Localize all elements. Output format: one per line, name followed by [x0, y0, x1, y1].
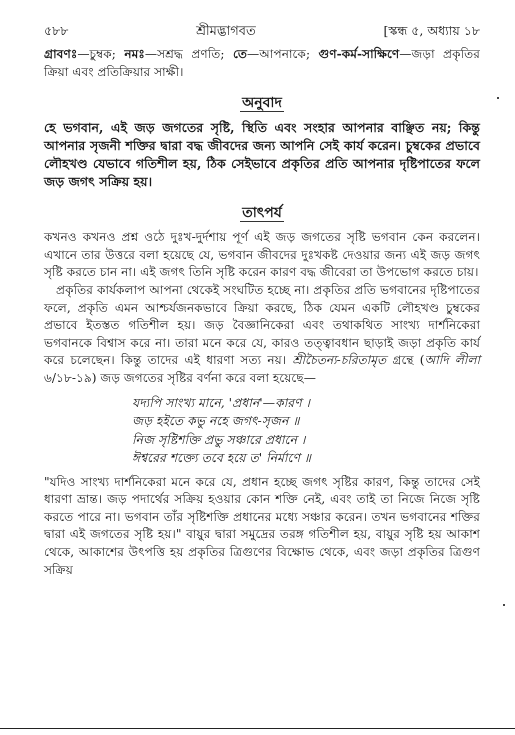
- scripture-title: শ্রীচৈতন্য-চরিতামৃত: [292, 353, 387, 368]
- purport-paragraph-3: "যদিও সাংখ্য দার্শনিকেরা মনে করে যে, প্রধান হচ্ছে জগৎ সৃষ্টির কারণ, কিন্তু তাদের সেই ধারণা ভ্রান্ত। জড় পদার্থের সক্রিয় হওয়ার কোন শক্তি নেই, এবং তাই তা নিজে নিজে সৃষ্টি করতে পারে না। ভগবান তাঁর সৃষ্টিশক্তি প্রধানের মধ্যে সঞ্চার করেন। তখন ভগবানের শক্তির দ্বারা এই জগতের সৃষ্টি হয়।" বায়ুর দ্বারা সমুদ্রের তরঙ্গ গতিশীল হয়, বায়ুর সৃষ্টি হয় আকাশ থেকে, আকাশের উৎপত্তি হয় প্রকৃতির ত্রিগুণের বিক্ষোভ থেকে, এবং জড়া প্রকৃতির ত্রিগুণ সক্রিয়: [44, 474, 480, 577]
- purport-heading: [44, 201, 480, 225]
- page-body: [44, 22, 480, 579]
- purport-text: প্রকৃতির কার্যকলাপ আপনা থেকেই সংঘটিত হচ্ছে না। প্রকৃতির প্রতি ভগবানের দৃষ্টিপাতের ফলে, প্রকৃতি এমন আশ্চর্যজনকভাবে ক্রিয়া করছে, ঠিক যেমন একটি লৌহখণ্ড চুম্বকের প্রভাবে ইতস্তত গতিশীল হয়। জড় বৈজ্ঞানিকেরা এবং তথাকথিত সাংখ্য দার্শনিকেরা ভগবানকে বিশ্বাস করে না। তারা মনে করে যে, কারও তত্ত্বাবধান ছাড়াই জড়া প্রকৃতি কার্য করে চলেছেন। কিন্তু তাদের এই ধারণা সত্য নয়।: [44, 282, 480, 368]
- page-number: ৫৮৮: [44, 23, 69, 38]
- running-header: [44, 22, 480, 42]
- purport-paragraph-1: কখনও কখনও প্রশ্ন ওঠে দুঃখ-দুর্দশায় পূর্ণ এই জড় জগতের সৃষ্টি ভগবান কেন করলেন। এখানে তার উত্তরে বলা হয়েছে যে, ভগবান জীবদের দুঃখকষ্ট দেওয়ার জন্য এই জড় জগৎ সৃষ্টি করতে চান না। এই জগৎ তিনি সৃষ্টি করেন কারণ বদ্ধ জীবেরা তা উপভোগ করতে চায়।: [44, 230, 480, 280]
- scripture-reference: আদি লীলা: [424, 353, 480, 368]
- synonym-meaning: সশ্রদ্ধ প্রণতি;: [157, 47, 233, 61]
- synonym-meaning: চুম্বক;: [89, 47, 125, 61]
- purport-heading-text: তাৎপর্য: [242, 205, 282, 222]
- purport-text: গ্রন্থে (: [386, 353, 425, 368]
- translation-heading: [44, 91, 480, 115]
- synonym-term: গ্রাবণঃ: [44, 47, 78, 61]
- translation-heading-text: অনুবাদ: [242, 95, 282, 112]
- purport-paragraph-2: [44, 282, 480, 388]
- synonym-term: গুণ-কর্ম-সাক্ষিণে: [318, 47, 400, 61]
- verse-line: ঈশ্বরের শক্ত্যে তবে হয়ে ত' নির্মাণে ॥: [132, 450, 311, 466]
- translation-text: হে ভগবান, এই জড় জগতের সৃষ্টি, স্থিতি এবং সংহার আপনার বাঞ্ছিত নয়; কিন্তু আপনার সৃজনী শক্তির দ্বারা বদ্ধ জীবদের জন্য আপনি সেই কার্য করেন। চুম্বকের প্রভাবে লৌহখণ্ড যেভাবে গতিশীল হয়, ঠিক সেইভাবে প্রকৃতির প্রতি আপনার দৃষ্টিপাতের ফলে জড় জগৎ সক্রিয় হয়।: [44, 120, 480, 190]
- verse-line: যদ্যপি সাংখ্য মানে, 'প্রধান'—কারণ ।: [132, 394, 310, 410]
- verse-block: [132, 394, 480, 468]
- synonym-meaning: আপনাকে;: [259, 47, 319, 61]
- verse-line: নিজ সৃষ্টিশক্তি প্রভু সঞ্চারে প্রধানে ।: [132, 431, 306, 447]
- canto-chapter: [স্কন্ধ ৫, অধ্যায় ১৮: [383, 23, 480, 38]
- scan-speck: [497, 97, 499, 99]
- page-bottom-rule: [0, 728, 515, 729]
- book-title: শ্রীমদ্ভাগবত: [196, 24, 256, 39]
- synonyms-paragraph: গ্রাবণঃ—চুম্বক; নমঃ—সশ্রদ্ধ প্রণতি; তে—আপনাকে; গুণ-কর্ম-সাক্ষিণে—জড়া প্রকৃতির ক্রিয়া এবং প্রতিক্রিয়ার সাক্ষী।: [44, 47, 480, 79]
- synonym-meaning: জড়া প্রকৃতির ক্রিয়া এবং প্রতিক্রিয়ার সাক্ষী।: [44, 47, 480, 79]
- synonym-term: তে: [232, 47, 248, 61]
- synonym-term: নমঃ: [124, 47, 145, 61]
- purport-text: ৬/১৮-১৯) জড় জগতের সৃষ্টির বর্ণনা করে বলা হয়েছে—: [44, 370, 316, 385]
- scan-speck: [503, 604, 505, 606]
- verse-line: জড় হইতে কভু নহে জগৎ-সৃজন ॥: [132, 413, 300, 429]
